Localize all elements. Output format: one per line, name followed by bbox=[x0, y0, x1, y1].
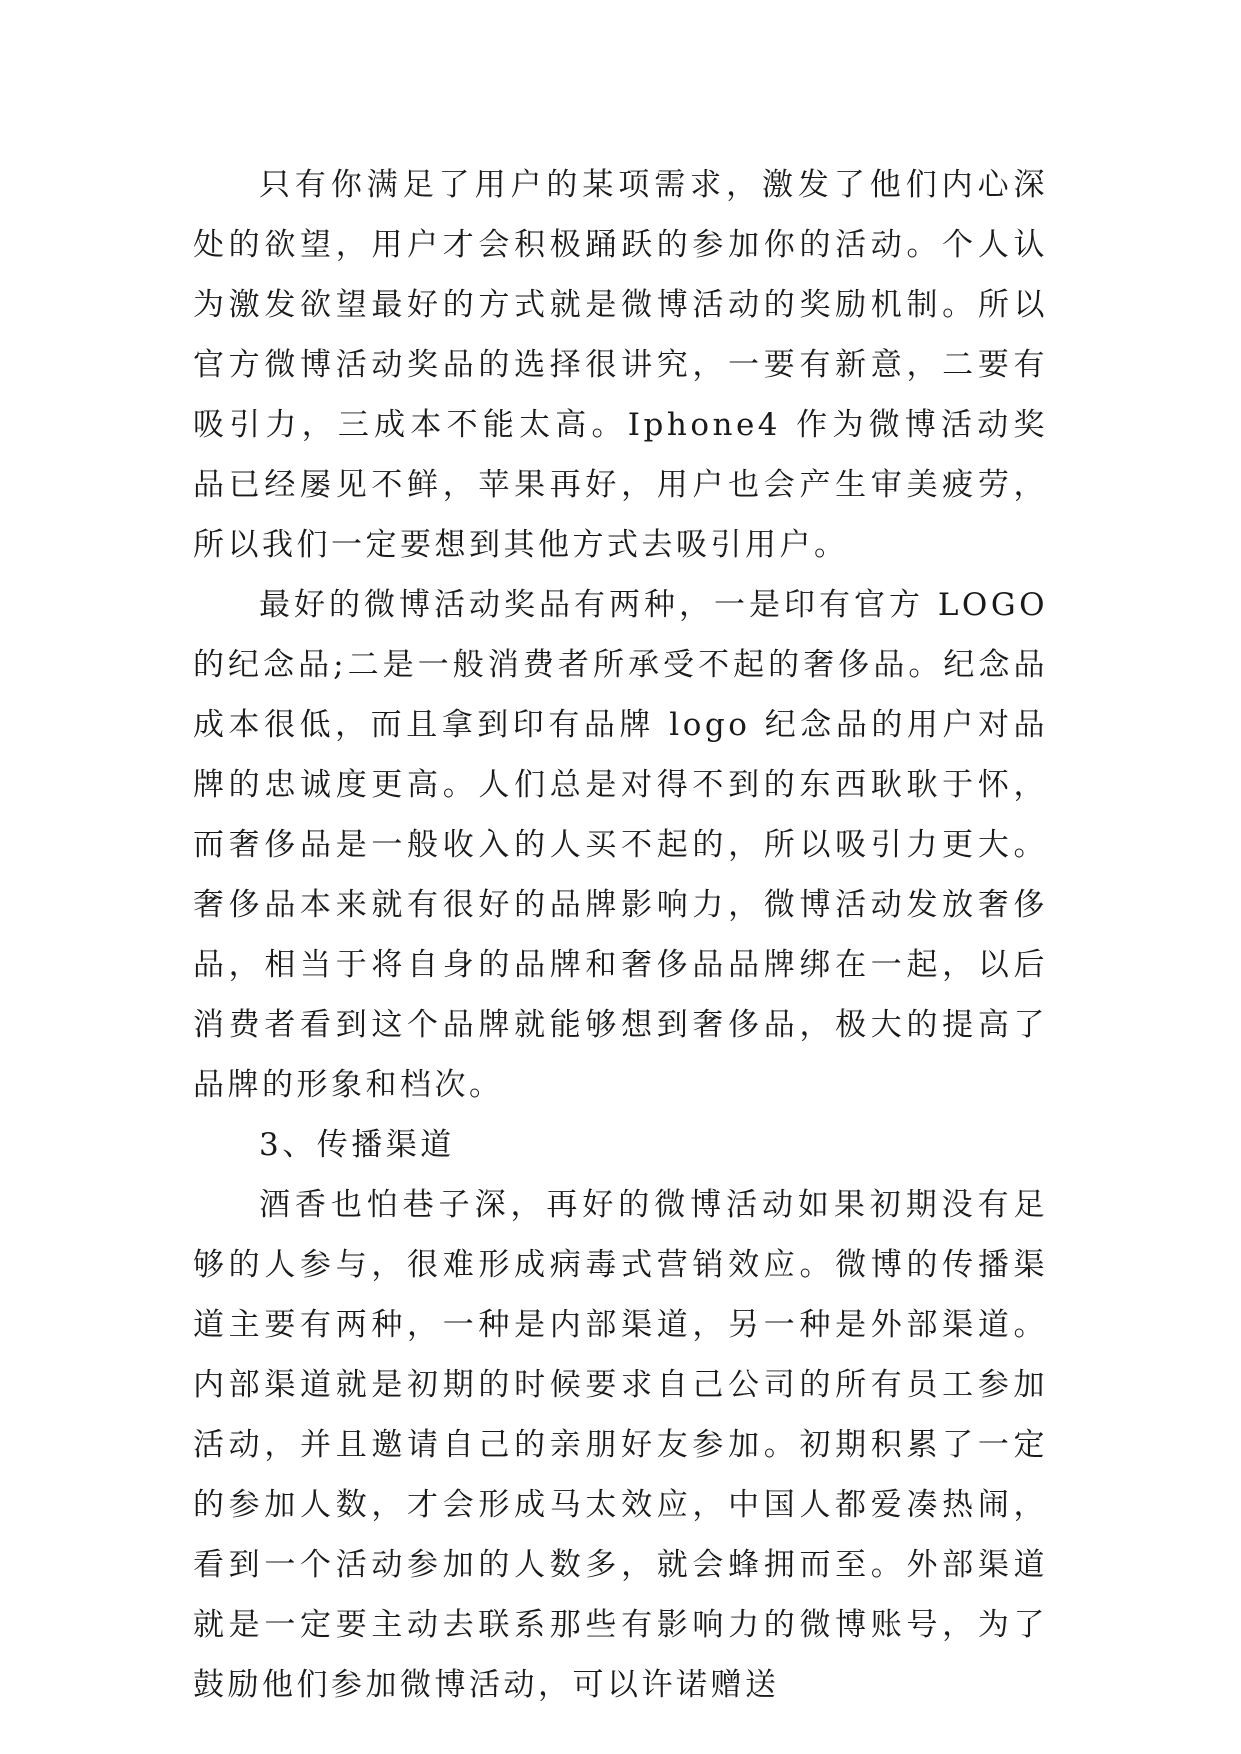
paragraph-channels: 酒香也怕巷子深，再好的微博活动如果初期没有足够的人参与，很难形成病毒式营销效应。微博的传播渠道主要有两种，一种是内部渠道，另一种是外部渠道。内部渠道就是初期的时候要求自己公司的所有员工参加活动，并且邀请自己的亲朋好友参加。初期积累了一定的参加人数，才会形成马太效应，中国人都爱凑热闹，看到一个活动参加的人数多，就会蜂拥而至。外部渠道就是一定要主动去联系那些有影响力的微博账号，为了鼓励他们参加微博活动，可以许诺赠送 bbox=[193, 1187, 1048, 1703]
document-body bbox=[193, 155, 1048, 1715]
paragraph-reward-desire: 只有你满足了用户的某项需求，激发了他们内心深处的欲望，用户才会积极踊跃的参加你的活动。个人认为激发欲望最好的方式就是微博活动的奖励机制。所以官方微博活动奖品的选择很讲究，一要有新意，二要有吸引力，三成本不能太高。Iphone4 作为微博活动奖品已经屡见不鲜，苹果再好，用户也会产生审美疲劳，所以我们一定要想到其他方式去吸引用户。 bbox=[193, 167, 1048, 563]
section-heading-channels: 3、传播渠道 bbox=[259, 1127, 455, 1163]
paragraph-best-prizes: 最好的微博活动奖品有两种，一是印有官方 LOGO 的纪念品;二是一般消费者所承受不起的奢侈品。纪念品成本很低，而且拿到印有品牌 logo 纪念品的用户对品牌的忠诚度更高。人们总是对得不到的东西耿耿于怀，而奢侈品是一般收入的人买不起的，所以吸引力更大。奢侈品本来就有很好的品牌影响力，微博活动发放奢侈品，相当于将自身的品牌和奢侈品品牌绑在一起，以后消费者看到这个品牌就能够想到奢侈品，极大的提高了品牌的形象和档次。 bbox=[193, 587, 1048, 1103]
